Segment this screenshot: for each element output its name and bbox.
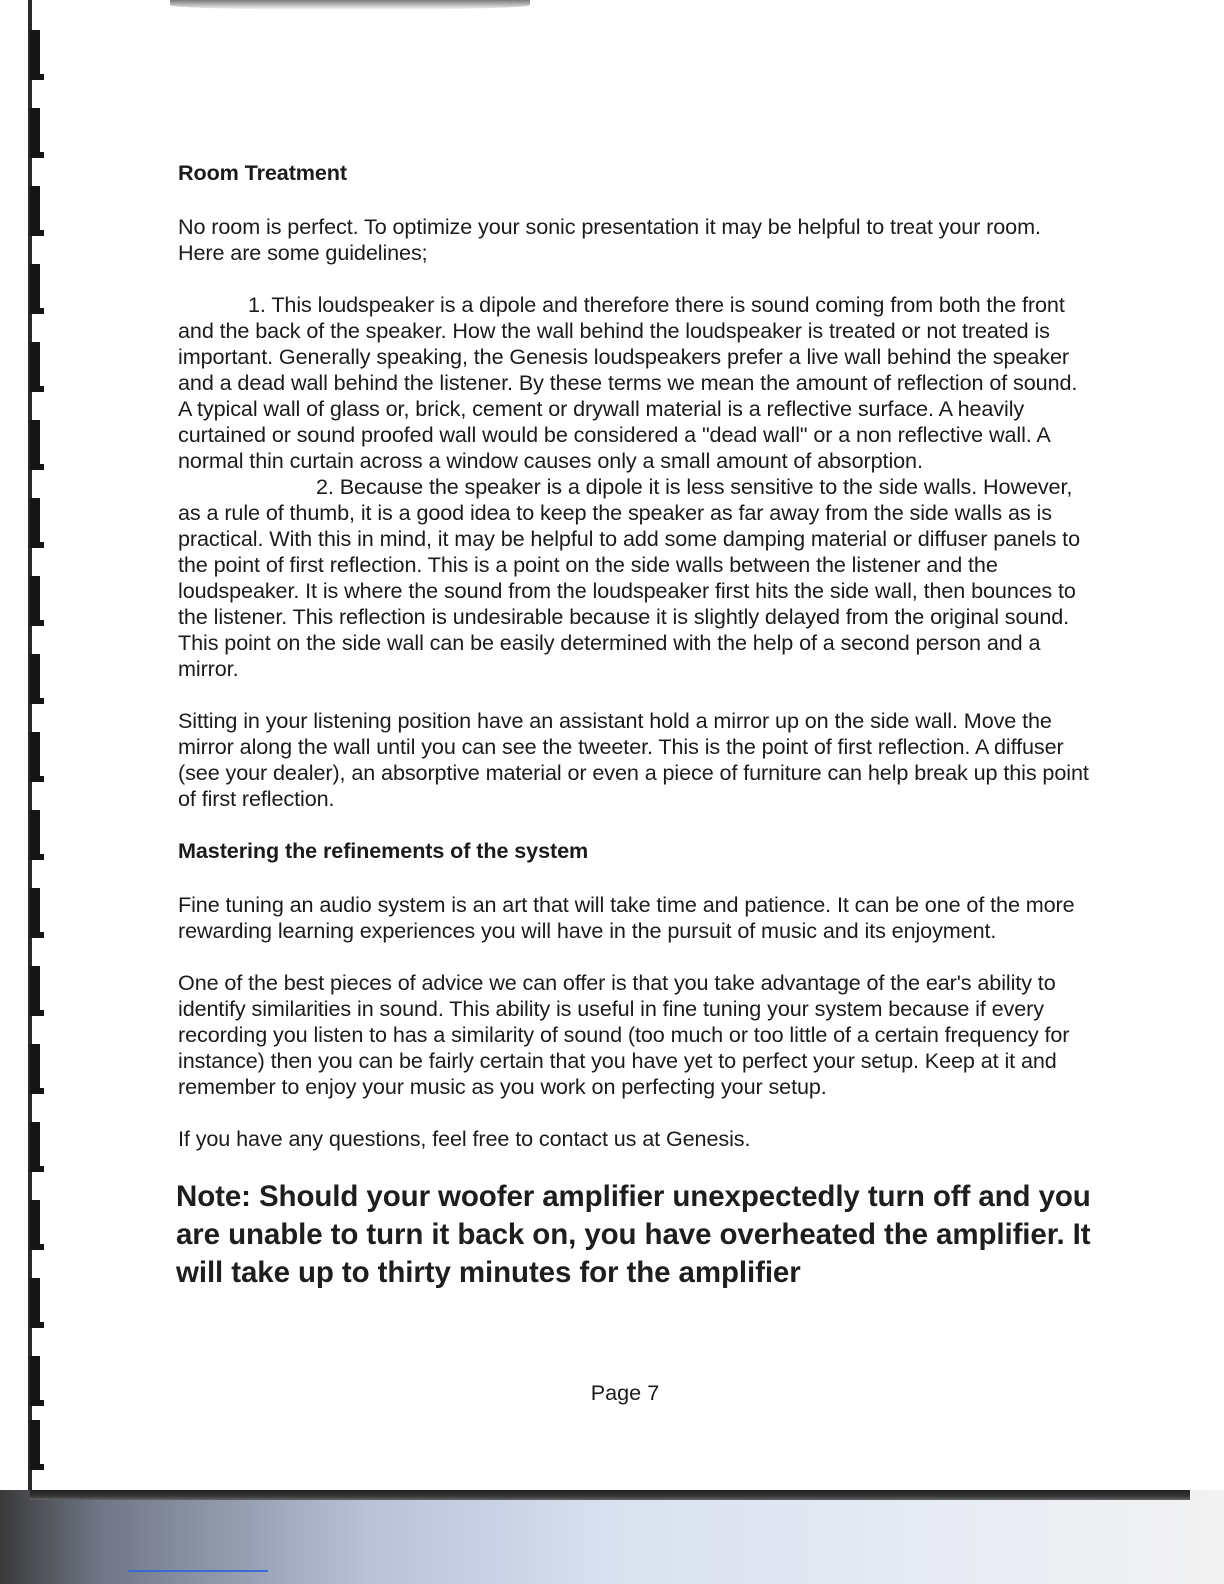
guideline-1-paragraph: 1. This loudspeaker is a dipole and therefore there is sound coming from both the front and the back of the speaker. How the wall behind the loudspeaker is treated or not treated is important. Generally speaking, the Genesis loudspeakers prefer a live wall behind the speaker and a dead wall behind the listener. By these terms we mean the amount of reflection of sound. A typical wall of glass or, brick, cement or drywall material is a reflective surface. A heavily curtained or sound proofed wall would be considered a "dead wall" or a non reflective wall. A normal thin curtain across a window causes only a small amount of absorption. — [178, 292, 1078, 473]
binding-hole — [30, 186, 40, 236]
scan-shadow-top — [170, 0, 530, 10]
mastering-heading: Mastering the refinements of the system — [178, 838, 589, 863]
blue-mark-line — [128, 1570, 268, 1572]
binding-hole — [30, 732, 40, 782]
mirror-paragraph: Sitting in your listening position have an assistant hold a mirror up on the side wall. Move the mirror along the wall until you can see the tweeter. This is the point of first reflection. A diffuser (see your dealer), an absorptive material or even a piece of furniture can help break up this point of first reflection. — [178, 708, 1089, 811]
binding-hole — [30, 498, 40, 548]
binding-hole — [30, 30, 40, 80]
guideline-2-paragraph: 2. Because the speaker is a dipole it is less sensitive to the side walls. However, as a rule of thumb, it is a good idea to keep the speaker as far away from the side walls as is practical. With this in mind, it may be helpful to add some damping material or diffuser panels to the point of first reflection. This is a point on the side walls between the listener and the loudspeaker. It is where the sound from the loudspeaker first hits the side wall, then bounces to the listener. This reflection is undesirable because it is slightly delayed from the original sound. This point on the side wall can be easily determined with the help of a second person and a mirror. — [178, 474, 1080, 681]
binding-hole — [30, 1278, 40, 1328]
page-content — [176, 160, 1091, 1292]
fine-tuning-paragraph: Fine tuning an audio system is an art that will take time and patience. It can be one of the more rewarding learning experiences you will have in the pursuit of music and its enjoyment. — [178, 892, 1075, 943]
binding-hole — [30, 810, 40, 860]
binding-hole — [30, 1044, 40, 1094]
binding-hole — [30, 888, 40, 938]
binding-hole — [30, 576, 40, 626]
room-treatment-heading: Room Treatment — [178, 160, 347, 185]
page-number: Page 7 — [590, 1380, 660, 1405]
binding-hole — [30, 654, 40, 704]
contact-paragraph: If you have any questions, feel free to contact us at Genesis. — [178, 1126, 751, 1151]
binding-hole — [30, 1122, 40, 1172]
advice-paragraph: One of the best pieces of advice we can offer is that you take advantage of the ear's ability to identify similarities in sound. This ability is useful in fine tuning your system because if every recording you listen to has a similarity of sound (too much or too little of a certain frequency for instance) then you can be fairly certain that you have yet to perfect your setup. Keep at it and remember to enjoy your music as you work on perfecting your setup. — [178, 970, 1070, 1099]
spiral-binding — [0, 0, 40, 1490]
binding-hole — [30, 420, 40, 470]
page-bottom-bar — [30, 1490, 1190, 1500]
binding-hole — [30, 342, 40, 392]
binding-hole — [30, 1420, 40, 1470]
scan-bottom-edge — [0, 1490, 1224, 1584]
binding-hole — [30, 1200, 40, 1250]
binding-hole — [30, 108, 40, 158]
intro-paragraph: No room is perfect. To optimize your sonic presentation it may be helpful to treat your room. Here are some guidelines; — [178, 214, 1041, 265]
binding-hole — [30, 264, 40, 314]
binding-hole — [30, 966, 40, 1016]
note-warning: Note: Should your woofer amplifier unexpectedly turn off and you are unable to turn it back on, you have overheated the amplifier. It will take up to thirty minutes for the amplifier — [176, 1180, 1091, 1289]
